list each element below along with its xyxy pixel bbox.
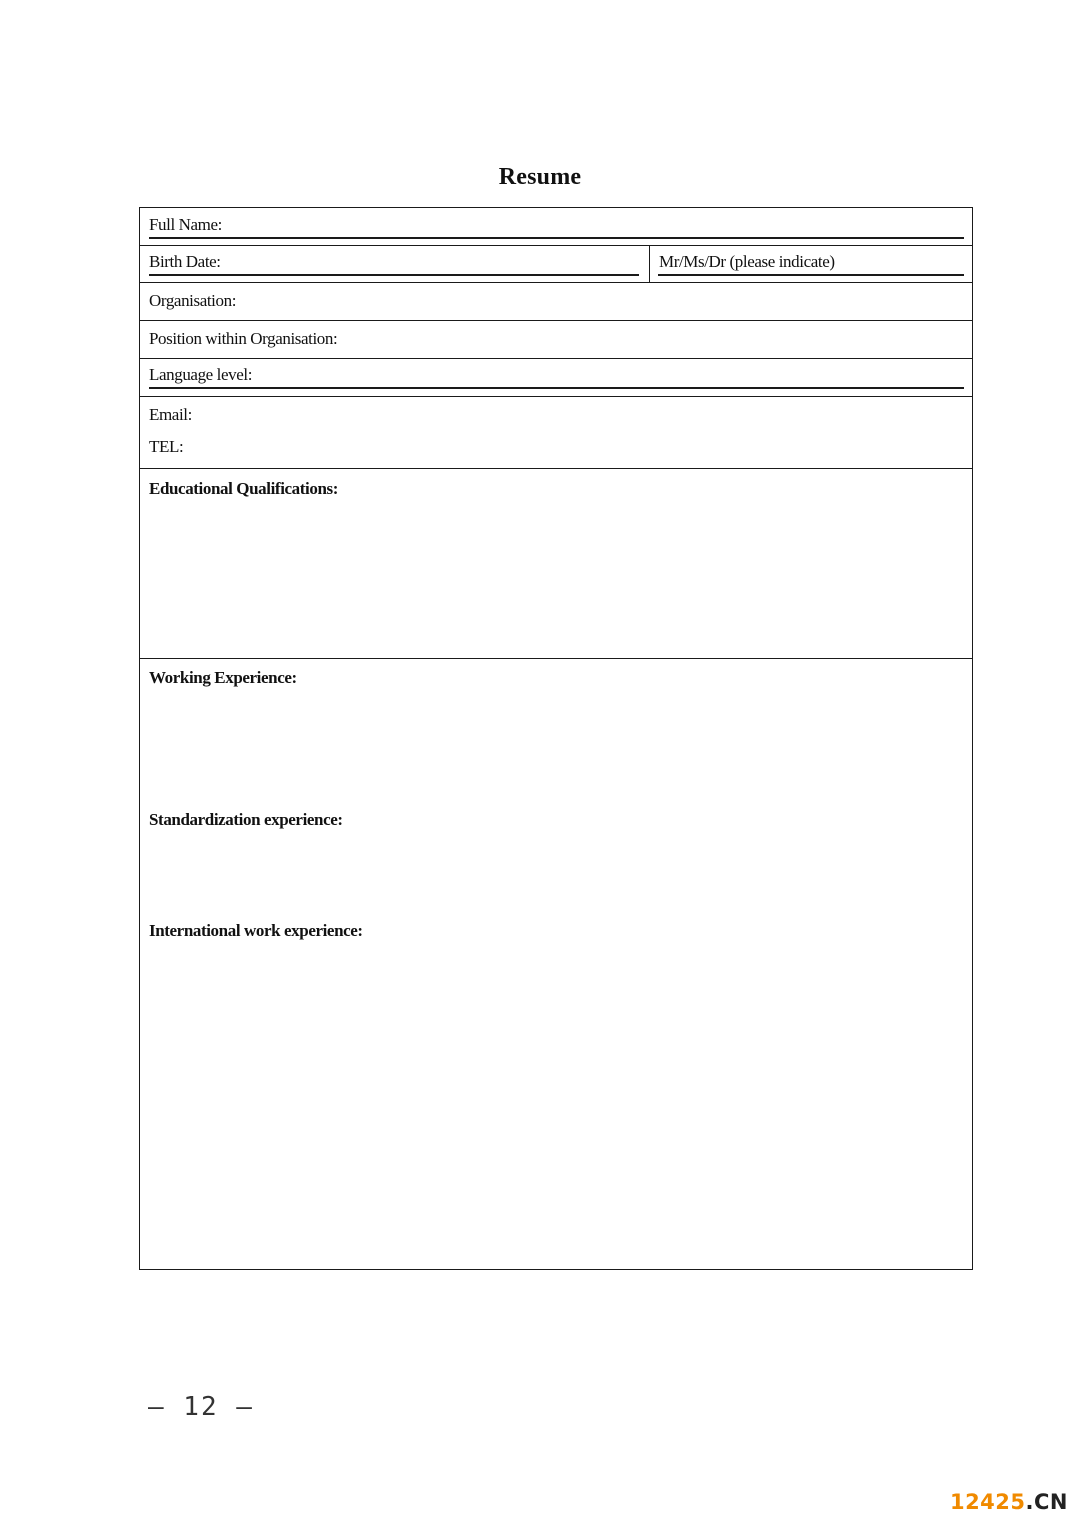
tel-label: TEL: [149,437,184,456]
working-experience-heading: Working Experience: [149,668,297,687]
international-experience-heading: International work experience: [149,921,363,940]
row-contact [140,397,972,469]
birth-date-input-line[interactable] [149,274,639,276]
language-level-input-line[interactable] [149,387,964,389]
row-birth-date [140,246,972,283]
section-educational [140,469,972,659]
language-level-label: Language level: [149,365,253,384]
full-name-input-line[interactable] [149,237,964,239]
organisation-label: Organisation: [149,291,237,310]
salutation-label: Mr/Ms/Dr (please indicate) [659,252,835,271]
resume-form [139,207,973,1270]
watermark-suffix: CN [1034,1490,1068,1514]
educational-heading: Educational Qualifications: [149,479,338,498]
watermark-dot: . [1025,1490,1034,1514]
standardization-experience-heading: Standardization experience: [149,810,343,829]
section-experience [140,659,972,1269]
column-divider [649,246,650,282]
page-title: Resume [498,164,582,190]
birth-date-label: Birth Date: [149,252,221,271]
row-full-name [140,208,972,246]
position-label: Position within Organisation: [149,329,338,348]
page-number: — 12 — [148,1392,254,1422]
row-language-level [140,359,972,397]
row-position [140,321,972,359]
watermark-number: 12425 [949,1490,1026,1514]
email-label: Email: [149,405,192,424]
salutation-input-line[interactable] [658,274,964,276]
full-name-label: Full Name: [149,215,222,234]
row-organisation [140,283,972,321]
site-watermark [950,1490,1068,1514]
